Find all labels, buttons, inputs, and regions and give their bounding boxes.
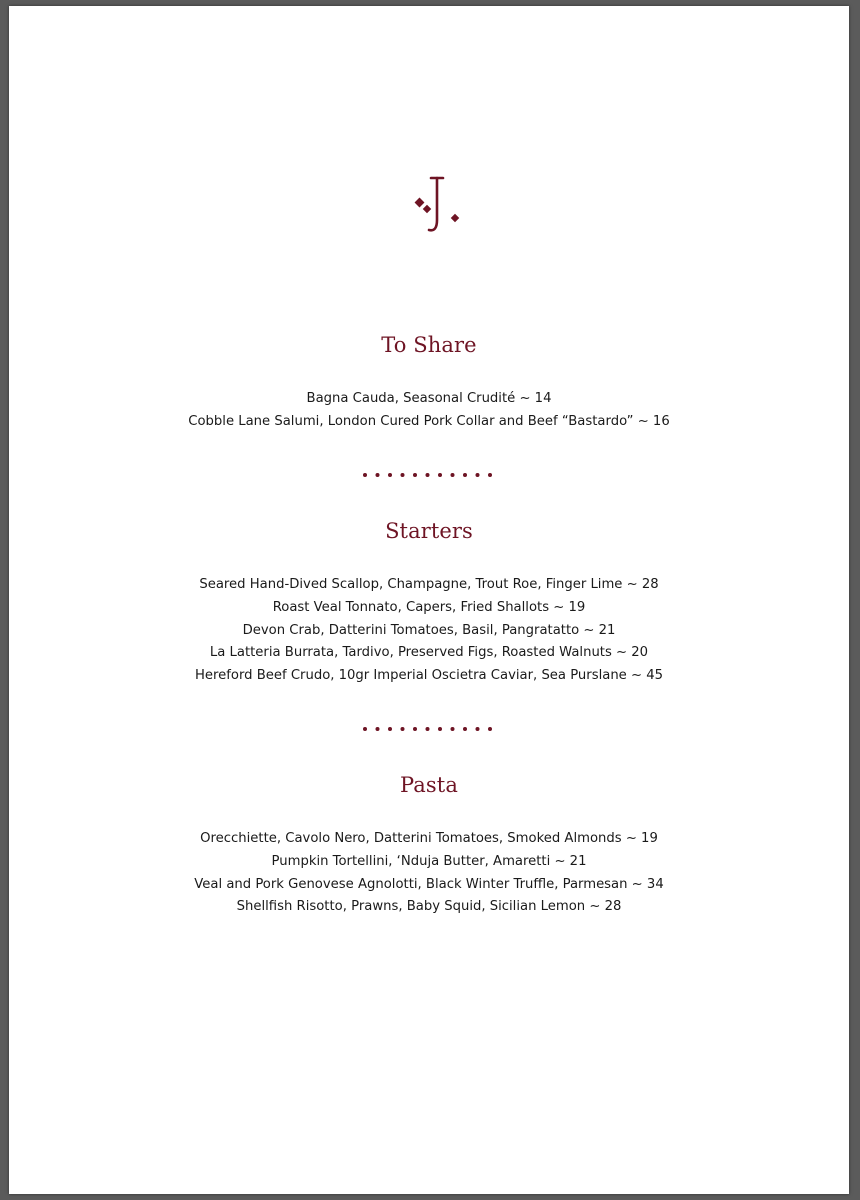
menu-item: Pumpkin Tortellini, ‘Nduja Butter, Amaretti ~ 21 [271, 853, 587, 869]
section-title-pasta: Pasta [400, 773, 458, 797]
menu-item: Cobble Lane Salumi, London Cured Pork Collar and Beef “Bastardo” ~ 16 [188, 413, 670, 429]
section-title-to-share: To Share [381, 333, 477, 357]
dotted-divider-dots [361, 725, 497, 733]
menu-page [9, 6, 849, 1194]
menu-item: Bagna Cauda, Seasonal Crudité ~ 14 [306, 391, 552, 406]
dotted-divider [9, 725, 849, 733]
section-items-to-share [9, 388, 849, 434]
menu-item: Shellfish Risotto, Prawns, Baby Squid, Sicilian Lemon ~ 28 [236, 899, 622, 915]
monogram-j-icon [403, 172, 463, 238]
menu-item: Seared Hand-Dived Scallop, Champagne, Trout Roe, Finger Lime ~ 28 [199, 577, 659, 592]
section-items-pasta [9, 828, 849, 919]
dotted-divider [9, 471, 849, 479]
section-items-starters [9, 574, 849, 688]
dotted-divider-dots [361, 471, 497, 479]
menu-item: Roast Veal Tonnato, Capers, Fried Shallots ~ 19 [272, 599, 586, 615]
menu-item: La Latteria Burrata, Tardivo, Preserved Figs, Roasted Walnuts ~ 20 [209, 645, 649, 661]
menu-item: Devon Crab, Datterini Tomatoes, Basil, Pangratatto ~ 21 [242, 622, 616, 638]
menu-item: Hereford Beef Crudo, 10gr Imperial Oscietra Caviar, Sea Purslane ~ 45 [194, 668, 663, 684]
menu-item: Veal and Pork Genovese Agnolotti, Black Winter Truffle, Parmesan ~ 34 [194, 876, 664, 892]
menu-item: Orecchiette, Cavolo Nero, Datterini Tomatoes, Smoked Almonds ~ 19 [200, 831, 658, 846]
section-title-starters: Starters [385, 519, 473, 543]
